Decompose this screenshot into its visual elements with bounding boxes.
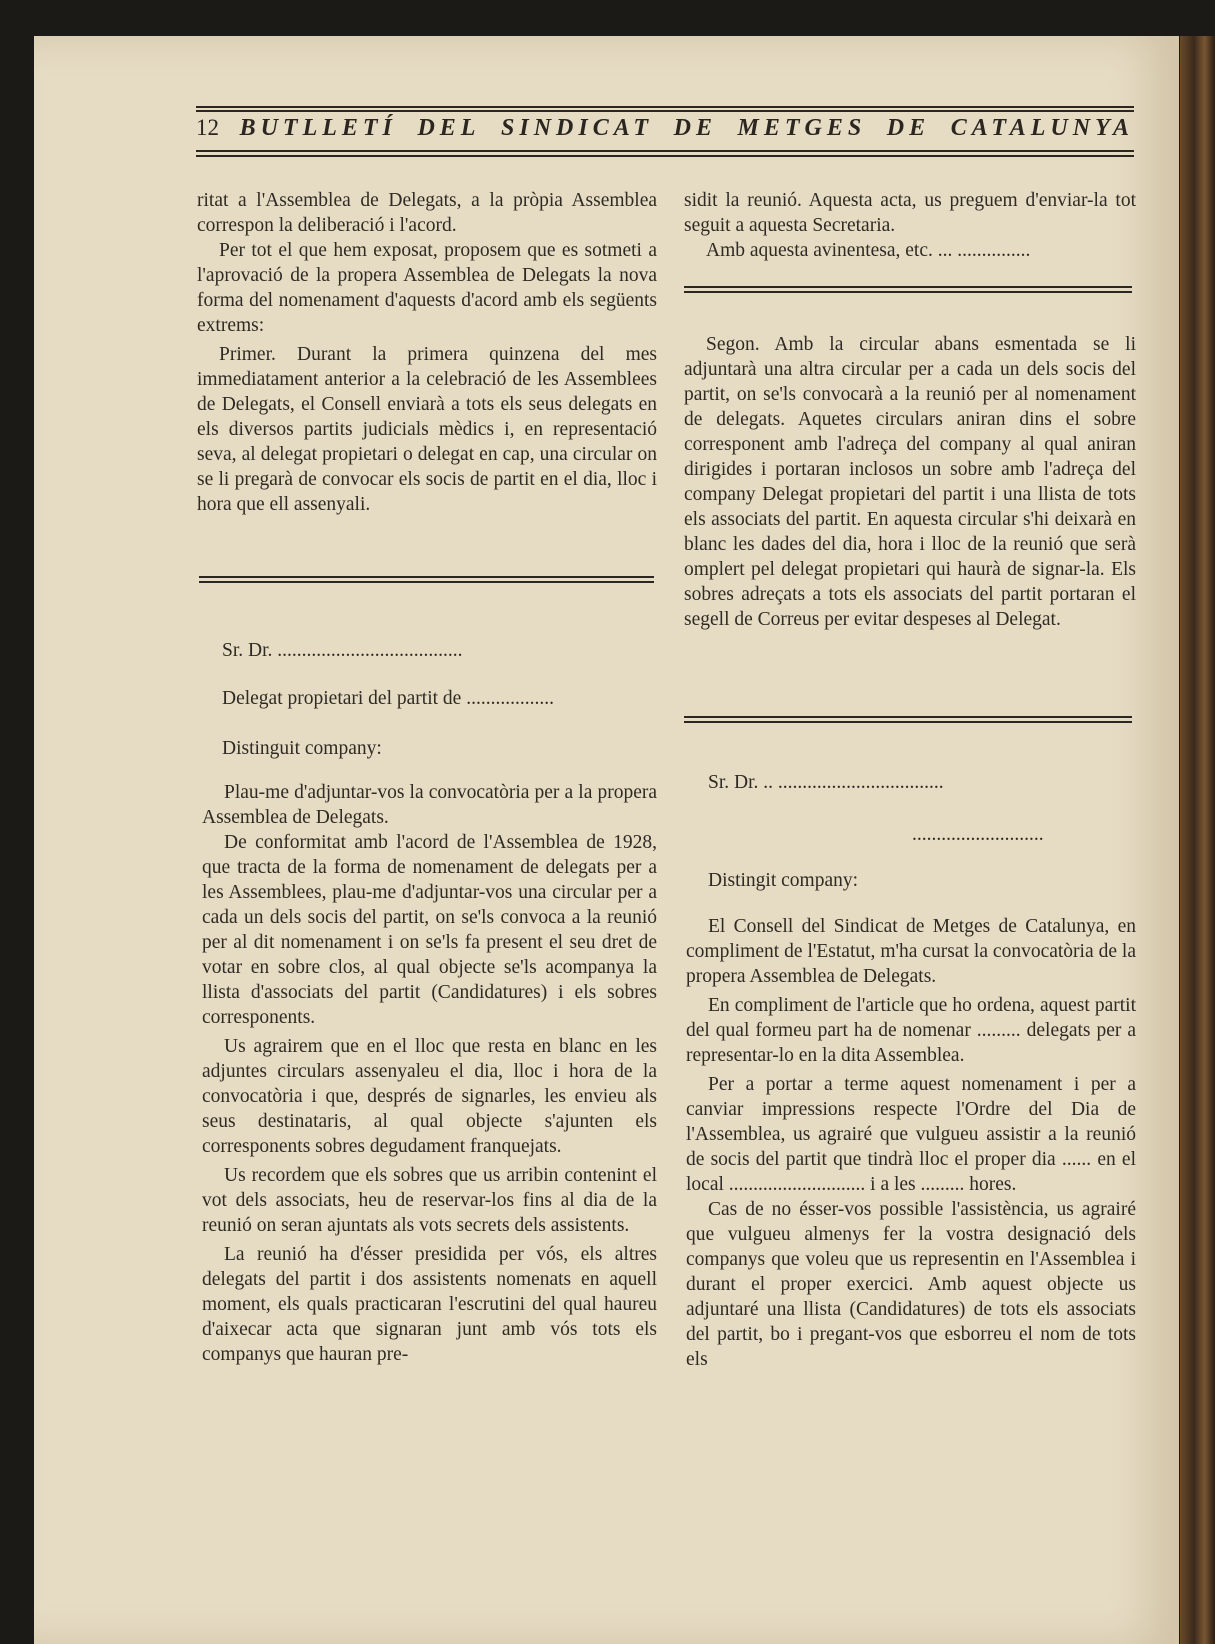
letter-addressee: Sr. Dr. ...................................... [222,640,463,661]
paragraph: La reunió ha d'ésser presidida per vós, els altres delegats del partit i dos assistents nomenats en aquell moment, els quals practicaran l'escrutini del qual haureu d'aixecar acta que signaran junt amb vós tots els companys que hauran pre- [202,1244,657,1365]
paragraph: Plau-me d'adjuntar-vos la convocatòria per a la propera Assemblea de Delegats. [202,782,657,828]
paragraph: Amb aquesta avinentesa, etc. ... ............... [706,240,1031,261]
right-continuation [684,188,1136,263]
book-spine [1180,36,1215,1644]
paragraph: En compliment de l'article que ho ordena, aquest partit del qual formeu part ha de nomenar ......... delegats per a representar-lo en la dita Assemblea. [686,995,1136,1066]
paragraph: Primer. Durant la primera quinzena del mes immediatament anterior a la celebració de les Assemblees de Delegats, el Consell enviarà a tots els seus delegats en els diversos partits judicials mèdics i, en representació seva, al delegat propietari o delegat en cap, una circular on se li pregarà de convocar els socis de partit en el dia, lloc i hora que ell assenyali. [197,344,657,515]
header-word: METGES [737,115,867,141]
header-word: BUTLLETÍ [239,115,397,141]
header-bottom-rule [196,150,1134,152]
letter-greeting: Distingit company: [708,870,859,891]
left-letter-body [202,780,657,1367]
section-divider [199,576,654,584]
running-header [196,106,1134,160]
header-top-rule [196,106,1134,108]
page-number: 12 [196,115,219,140]
paragraph: Per tot el que hem exposat, proposem que es sotmeti a l'aprovació de la propera Assemblea de Delegats la nova forma del nomenament d'aquests d'acord amb els següents extrems: [197,240,657,336]
section-divider [684,286,1132,294]
paragraph: Cas de no ésser-vos possible l'assistència, us agrairé que vulgueu almenys fer la vostra designació dels companys que voleu que us representin en l'Assemblea i durant el proper exercici. Amb aquest objecte us adjuntaré una llista (Candidatures) de tots els associats del partit, bo i pregant-vos que esborreu el nom de tots els [686,1199,1136,1370]
letter-blank-line: ........................... [912,824,1044,845]
paragraph: sidit la reunió. Aquesta acta, us preguem d'enviar-la tot seguit a aquesta Secretaria. [684,190,1136,236]
letter-greeting: Distinguit company: [222,738,382,759]
right-segon [684,332,1136,632]
header-word: DEL [417,115,481,141]
paragraph: Us recordem que els sobres que us arribin contenint el vot dels associats, heu de reservar-los fins al dia de la reunió on seran ajuntats als vots secrets dels assistents. [202,1165,657,1236]
paragraph: Us agrairem que en el lloc que resta en blanc en les adjuntes circulars assenyaleu el dia, lloc i hora de la convocatòria i que, després de signarles, les envieu als seus destinataris, al qual objecte s'ajunten els corresponents sobres degudament franquejats. [202,1036,657,1157]
right-letter-body [686,914,1136,1372]
paragraph: De conformitat amb l'acord de l'Assemblea de 1928, que tracta de la forma de nomenament de delegats per a les Assemblees, plau-me d'adjuntar-vos una circular per a cada un dels socis del partit, on se'ls convoca a la reunió per al dit nomenament i on se'ls fa present el seu dret de votar en sobre clos, al qual objecte se'ls acompanya la llista d'associats del partit (Candidatures) i els sobres corresponents. [202,832,657,1028]
paragraph: Segon. Amb la circular abans esmentada se li adjuntarà una altra circular per a cada un dels socis del partit, on se'ls convocarà a la reunió per al nomenament de delegats. Aquetes circulars aniran dins el sobre corresponent amb l'adreça del company al qual aniran dirigides i portaran inclosos un sobre amb l'adreça del company Delegat propietari del partit i una llista de tots els associats del partit. En aquesta circular s'hi deixarà en blanc les dades del dia, hora i lloc de la reunió que serà omplert pel delegat propietari qui haurà de signar-la. Els sobres adreçats a tots els associats del partit portaran el segell de Correus per evitar despeses al Delegat. [684,334,1136,630]
paragraph: ritat a l'Assemblea de Delegats, a la pròpia Assemblea correspon la deliberació i l'acord. [197,190,657,236]
header-word: CATALUNYA [950,115,1134,141]
header-top-rule-2 [196,110,1134,112]
header-word: DE [673,115,717,141]
letter-addressee: Sr. Dr. .. .................................. [708,772,944,793]
paragraph: Per a portar a terme aquest nomenament i per a canviar impressions respecte l'Ordre del Dia de l'Assemblea, us agrairé que vulgueu assistir a la reunió de socis del partit que tindrà lloc el proper dia ...... en el local ............................ i a les ......... hores. [686,1074,1136,1195]
header-word: SINDICAT [501,115,654,141]
letter-role: Delegat propietari del partit de .................. [222,688,554,709]
header-word: DE [886,115,931,141]
left-intro [197,188,657,517]
header-text [196,115,1134,142]
header-bottom-rule-2 [196,155,1134,157]
section-divider [684,716,1132,724]
paragraph: El Consell del Sindicat de Metges de Catalunya, en compliment de l'Estatut, m'ha cursat la convocatòria de la propera Assemblea de Delegats. [686,916,1136,987]
